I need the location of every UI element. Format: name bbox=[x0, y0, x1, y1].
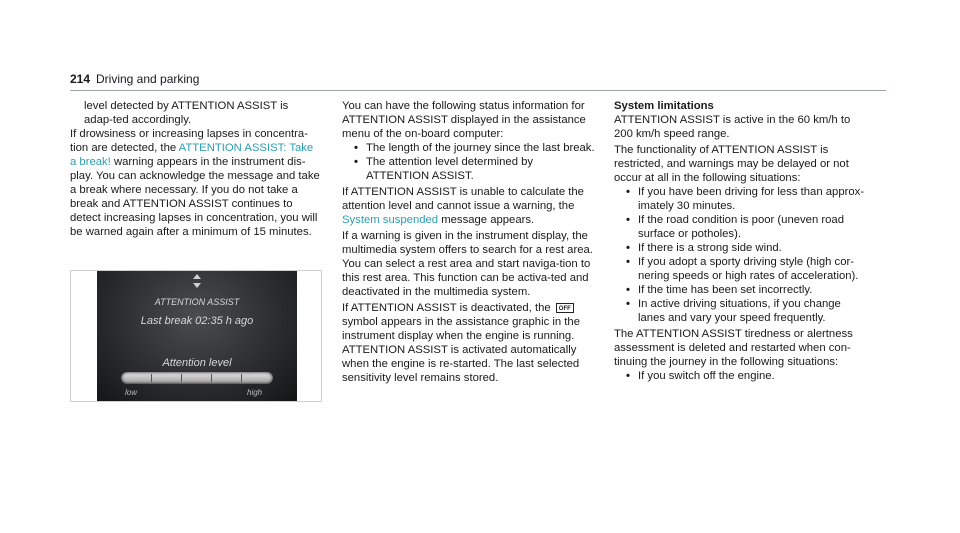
list-item: • In active driving situations, if you change lanes and vary your speed frequently. bbox=[626, 298, 841, 324]
page-header bbox=[0, 0, 960, 100]
take-a-break-message: ATTENTION ASSIST: Take a break! bbox=[70, 142, 314, 168]
list-item: • If you adopt a sporty driving style (high cor-nering speeds or high rates of acceleration). bbox=[626, 256, 859, 282]
paragraph-speed-range: ATTENTION ASSIST is active in the 60 km/h to 200 km/h speed range. bbox=[614, 114, 851, 140]
paragraph-restricted: The functionality of ATTENTION ASSIST is restricted, and warnings may be delayed or not occur at all in the following situations: bbox=[614, 144, 849, 184]
status-list bbox=[342, 141, 597, 183]
page-number: 214 bbox=[70, 72, 91, 86]
display-title: ATTENTION ASSIST bbox=[154, 297, 240, 307]
list-item: • The attention level determined by ATTENTION ASSIST. bbox=[354, 156, 534, 182]
system-suspended-message: System suspended bbox=[342, 214, 439, 226]
paragraph-rest-area: If a warning is given in the instrument display, the multimedia system offers to search for a rest area. You can select a rest area and start naviga-tion to this rest area. This function can be activa-ted and deactivated in the multimedia system. bbox=[342, 230, 593, 298]
arrow-up-icon bbox=[193, 274, 201, 279]
reset-list bbox=[614, 369, 869, 383]
attention-assist-off-icon: OFF bbox=[556, 303, 574, 313]
instrument-display bbox=[97, 271, 297, 401]
limitations-list bbox=[614, 185, 869, 325]
scale-high-label: high bbox=[247, 388, 263, 397]
list-item: • The length of the journey since the last break. bbox=[354, 142, 595, 154]
header-rule bbox=[70, 90, 886, 91]
column-1 bbox=[70, 99, 320, 239]
paragraph-reset: The ATTENTION ASSIST tiredness or alertness assessment is deleted and restarted when con-tinuing the journey in the following situations: bbox=[614, 328, 853, 368]
paragraph-unable: If ATTENTION ASSIST is unable to calculate the attention level and cannot issue a warning, the System suspended message appears. bbox=[342, 186, 584, 226]
display-last-break: Last break 02:35 h ago bbox=[140, 315, 254, 327]
paragraph-status-intro: You can have the following status information for ATTENTION ASSIST displayed in the assistance menu of the on-board computer: bbox=[342, 100, 586, 140]
list-item: • If the road condition is poor (uneven road surface or potholes). bbox=[626, 214, 844, 240]
arrow-down-icon bbox=[193, 283, 201, 288]
display-attention-level: Attention level bbox=[162, 357, 232, 369]
paragraph-level: level detected by ATTENTION ASSIST is adap-ted accordingly. bbox=[84, 100, 289, 126]
paragraph-drowsiness: If drowsiness or increasing lapses in concentra-tion are detected, the ATTENTION ASSIST: Take a break! warning appears in the instrument dis-play. You can acknowledge the message and take a break where necessary. If you do not take a break and ATTENTION ASSIST continues to detect increasing lapses in concentration, you will be warned again after a minimum of 15 minutes. bbox=[70, 128, 320, 238]
list-item: • If you have been driving for less than approx-imately 30 minutes. bbox=[626, 186, 865, 212]
section-title: Driving and parking bbox=[96, 72, 200, 86]
column-3 bbox=[614, 99, 869, 383]
list-item: • If there is a strong side wind. bbox=[626, 242, 782, 254]
column-2 bbox=[342, 99, 597, 385]
heading-system-limitations: System limitations bbox=[614, 100, 714, 112]
attention-level-bar bbox=[121, 372, 273, 384]
scale-low-label: low bbox=[125, 388, 138, 397]
paragraph-deactivated: If ATTENTION ASSIST is deactivated, the OFF symbol appears in the assistance graphic in the instrument display when the engine is running. ATTENTION ASSIST is activated automatically when the engine is re-started. The last selected sensitivity level remains stored. bbox=[342, 302, 580, 384]
list-item: • If the time has been set incorrectly. bbox=[626, 284, 813, 296]
list-item: • If you switch off the engine. bbox=[626, 370, 775, 382]
attention-assist-figure bbox=[70, 270, 322, 402]
